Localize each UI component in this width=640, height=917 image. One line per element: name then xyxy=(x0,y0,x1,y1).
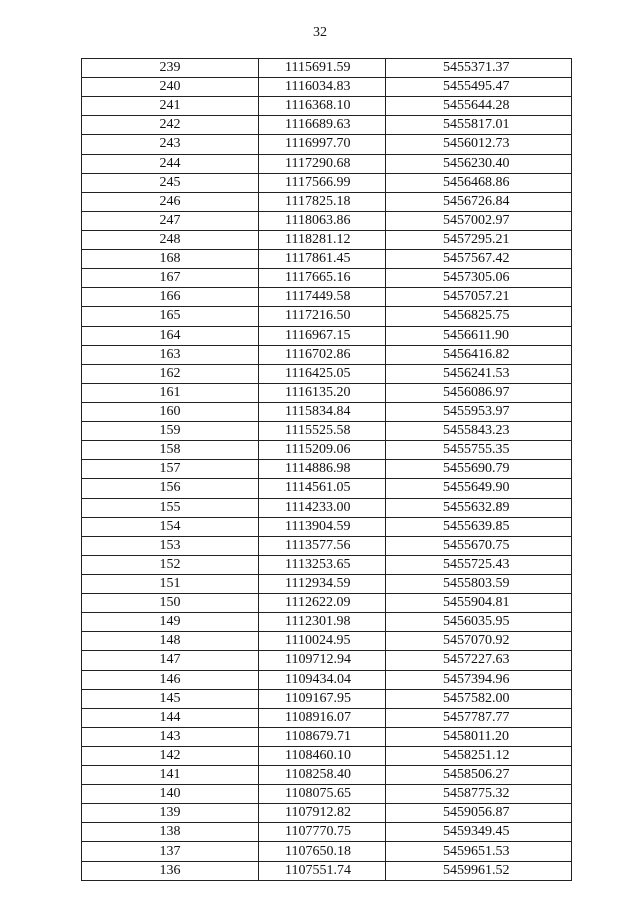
x-coordinate-cell: 1109167.95 xyxy=(259,689,386,708)
y-coordinate-cell: 5456611.90 xyxy=(386,326,572,345)
y-coordinate-cell: 5458506.27 xyxy=(386,766,572,785)
y-coordinate-cell: 5455803.59 xyxy=(386,574,572,593)
y-coordinate-cell: 5457394.96 xyxy=(386,670,572,689)
point-number-cell: 164 xyxy=(82,326,259,345)
x-coordinate-cell: 1118281.12 xyxy=(259,230,386,249)
table-row xyxy=(82,250,572,269)
point-number-cell: 243 xyxy=(82,135,259,154)
y-coordinate-cell: 5455495.47 xyxy=(386,78,572,97)
y-coordinate-cell: 5455670.75 xyxy=(386,536,572,555)
table-row xyxy=(82,230,572,249)
x-coordinate-cell: 1117665.16 xyxy=(259,269,386,288)
point-number-cell: 141 xyxy=(82,766,259,785)
y-coordinate-cell: 5458011.20 xyxy=(386,727,572,746)
point-number-cell: 157 xyxy=(82,460,259,479)
point-number-cell: 136 xyxy=(82,861,259,880)
x-coordinate-cell: 1114561.05 xyxy=(259,479,386,498)
point-number-cell: 244 xyxy=(82,154,259,173)
table-row xyxy=(82,173,572,192)
x-coordinate-cell: 1113904.59 xyxy=(259,517,386,536)
x-coordinate-cell: 1108075.65 xyxy=(259,785,386,804)
x-coordinate-cell: 1114886.98 xyxy=(259,460,386,479)
x-coordinate-cell: 1117449.58 xyxy=(259,288,386,307)
x-coordinate-cell: 1108460.10 xyxy=(259,746,386,765)
table-row xyxy=(82,766,572,785)
point-number-cell: 149 xyxy=(82,613,259,632)
x-coordinate-cell: 1108679.71 xyxy=(259,727,386,746)
table-row xyxy=(82,708,572,727)
point-number-cell: 161 xyxy=(82,383,259,402)
y-coordinate-cell: 5455371.37 xyxy=(386,59,572,78)
coordinates-table xyxy=(81,58,572,881)
table-row xyxy=(82,785,572,804)
table-row xyxy=(82,689,572,708)
point-number-cell: 147 xyxy=(82,651,259,670)
table-row xyxy=(82,670,572,689)
point-number-cell: 150 xyxy=(82,594,259,613)
y-coordinate-cell: 5457567.42 xyxy=(386,250,572,269)
table-row xyxy=(82,307,572,326)
y-coordinate-cell: 5457002.97 xyxy=(386,211,572,230)
x-coordinate-cell: 1107770.75 xyxy=(259,823,386,842)
table-row xyxy=(82,326,572,345)
point-number-cell: 145 xyxy=(82,689,259,708)
point-number-cell: 245 xyxy=(82,173,259,192)
coordinates-table-body xyxy=(82,59,572,881)
x-coordinate-cell: 1115834.84 xyxy=(259,402,386,421)
y-coordinate-cell: 5457070.92 xyxy=(386,632,572,651)
x-coordinate-cell: 1114233.00 xyxy=(259,498,386,517)
x-coordinate-cell: 1109434.04 xyxy=(259,670,386,689)
point-number-cell: 154 xyxy=(82,517,259,536)
table-row xyxy=(82,517,572,536)
table-row xyxy=(82,613,572,632)
point-number-cell: 155 xyxy=(82,498,259,517)
y-coordinate-cell: 5455690.79 xyxy=(386,460,572,479)
point-number-cell: 242 xyxy=(82,116,259,135)
y-coordinate-cell: 5455953.97 xyxy=(386,402,572,421)
table-row xyxy=(82,460,572,479)
table-row xyxy=(82,632,572,651)
x-coordinate-cell: 1115691.59 xyxy=(259,59,386,78)
x-coordinate-cell: 1110024.95 xyxy=(259,632,386,651)
x-coordinate-cell: 1108916.07 xyxy=(259,708,386,727)
point-number-cell: 151 xyxy=(82,574,259,593)
table-row xyxy=(82,154,572,173)
y-coordinate-cell: 5456241.53 xyxy=(386,364,572,383)
point-number-cell: 239 xyxy=(82,59,259,78)
table-row xyxy=(82,536,572,555)
point-number-cell: 137 xyxy=(82,842,259,861)
table-row xyxy=(82,823,572,842)
point-number-cell: 142 xyxy=(82,746,259,765)
y-coordinate-cell: 5457582.00 xyxy=(386,689,572,708)
point-number-cell: 163 xyxy=(82,345,259,364)
point-number-cell: 153 xyxy=(82,536,259,555)
table-row xyxy=(82,555,572,574)
y-coordinate-cell: 5455725.43 xyxy=(386,555,572,574)
table-row xyxy=(82,364,572,383)
x-coordinate-cell: 1112934.59 xyxy=(259,574,386,593)
y-coordinate-cell: 5457057.21 xyxy=(386,288,572,307)
point-number-cell: 240 xyxy=(82,78,259,97)
y-coordinate-cell: 5456416.82 xyxy=(386,345,572,364)
point-number-cell: 166 xyxy=(82,288,259,307)
y-coordinate-cell: 5455843.23 xyxy=(386,422,572,441)
table-row xyxy=(82,402,572,421)
point-number-cell: 146 xyxy=(82,670,259,689)
table-row xyxy=(82,78,572,97)
y-coordinate-cell: 5455755.35 xyxy=(386,441,572,460)
x-coordinate-cell: 1116967.15 xyxy=(259,326,386,345)
x-coordinate-cell: 1116702.86 xyxy=(259,345,386,364)
table-row xyxy=(82,97,572,116)
y-coordinate-cell: 5456230.40 xyxy=(386,154,572,173)
point-number-cell: 248 xyxy=(82,230,259,249)
y-coordinate-cell: 5459056.87 xyxy=(386,804,572,823)
table-row xyxy=(82,594,572,613)
x-coordinate-cell: 1116997.70 xyxy=(259,135,386,154)
y-coordinate-cell: 5455817.01 xyxy=(386,116,572,135)
table-row xyxy=(82,345,572,364)
point-number-cell: 143 xyxy=(82,727,259,746)
point-number-cell: 140 xyxy=(82,785,259,804)
point-number-cell: 247 xyxy=(82,211,259,230)
point-number-cell: 158 xyxy=(82,441,259,460)
point-number-cell: 167 xyxy=(82,269,259,288)
point-number-cell: 144 xyxy=(82,708,259,727)
y-coordinate-cell: 5459349.45 xyxy=(386,823,572,842)
x-coordinate-cell: 1116425.05 xyxy=(259,364,386,383)
table-row xyxy=(82,804,572,823)
y-coordinate-cell: 5456726.84 xyxy=(386,192,572,211)
y-coordinate-cell: 5456086.97 xyxy=(386,383,572,402)
point-number-cell: 241 xyxy=(82,97,259,116)
y-coordinate-cell: 5455644.28 xyxy=(386,97,572,116)
x-coordinate-cell: 1112301.98 xyxy=(259,613,386,632)
x-coordinate-cell: 1107650.18 xyxy=(259,842,386,861)
table-row xyxy=(82,479,572,498)
y-coordinate-cell: 5458775.32 xyxy=(386,785,572,804)
x-coordinate-cell: 1117216.50 xyxy=(259,307,386,326)
point-number-cell: 168 xyxy=(82,250,259,269)
x-coordinate-cell: 1116368.10 xyxy=(259,97,386,116)
point-number-cell: 156 xyxy=(82,479,259,498)
y-coordinate-cell: 5455904.81 xyxy=(386,594,572,613)
table-row xyxy=(82,842,572,861)
table-row xyxy=(82,422,572,441)
y-coordinate-cell: 5456012.73 xyxy=(386,135,572,154)
x-coordinate-cell: 1107551.74 xyxy=(259,861,386,880)
table-row xyxy=(82,135,572,154)
table-row xyxy=(82,498,572,517)
table-row xyxy=(82,651,572,670)
point-number-cell: 159 xyxy=(82,422,259,441)
y-coordinate-cell: 5458251.12 xyxy=(386,746,572,765)
point-number-cell: 246 xyxy=(82,192,259,211)
table-row xyxy=(82,574,572,593)
point-number-cell: 152 xyxy=(82,555,259,574)
point-number-cell: 139 xyxy=(82,804,259,823)
point-number-cell: 160 xyxy=(82,402,259,421)
x-coordinate-cell: 1116135.20 xyxy=(259,383,386,402)
table-row xyxy=(82,59,572,78)
point-number-cell: 148 xyxy=(82,632,259,651)
x-coordinate-cell: 1113253.65 xyxy=(259,555,386,574)
table-row xyxy=(82,269,572,288)
y-coordinate-cell: 5457787.77 xyxy=(386,708,572,727)
point-number-cell: 138 xyxy=(82,823,259,842)
x-coordinate-cell: 1115209.06 xyxy=(259,441,386,460)
x-coordinate-cell: 1117290.68 xyxy=(259,154,386,173)
y-coordinate-cell: 5457227.63 xyxy=(386,651,572,670)
table-row xyxy=(82,746,572,765)
y-coordinate-cell: 5459961.52 xyxy=(386,861,572,880)
y-coordinate-cell: 5455649.90 xyxy=(386,479,572,498)
table-row xyxy=(82,383,572,402)
y-coordinate-cell: 5455632.89 xyxy=(386,498,572,517)
x-coordinate-cell: 1109712.94 xyxy=(259,651,386,670)
x-coordinate-cell: 1115525.58 xyxy=(259,422,386,441)
table-row xyxy=(82,288,572,307)
x-coordinate-cell: 1117566.99 xyxy=(259,173,386,192)
point-number-cell: 162 xyxy=(82,364,259,383)
x-coordinate-cell: 1116689.63 xyxy=(259,116,386,135)
x-coordinate-cell: 1117861.45 xyxy=(259,250,386,269)
page-number: 32 xyxy=(313,25,327,40)
y-coordinate-cell: 5456468.86 xyxy=(386,173,572,192)
table-row xyxy=(82,192,572,211)
x-coordinate-cell: 1113577.56 xyxy=(259,536,386,555)
x-coordinate-cell: 1112622.09 xyxy=(259,594,386,613)
y-coordinate-cell: 5456035.95 xyxy=(386,613,572,632)
x-coordinate-cell: 1108258.40 xyxy=(259,766,386,785)
x-coordinate-cell: 1118063.86 xyxy=(259,211,386,230)
x-coordinate-cell: 1116034.83 xyxy=(259,78,386,97)
y-coordinate-cell: 5456825.75 xyxy=(386,307,572,326)
point-number-cell: 165 xyxy=(82,307,259,326)
y-coordinate-cell: 5457305.06 xyxy=(386,269,572,288)
table-row xyxy=(82,211,572,230)
table-row xyxy=(82,861,572,880)
y-coordinate-cell: 5455639.85 xyxy=(386,517,572,536)
table-row xyxy=(82,441,572,460)
table-row xyxy=(82,727,572,746)
x-coordinate-cell: 1107912.82 xyxy=(259,804,386,823)
table-row xyxy=(82,116,572,135)
y-coordinate-cell: 5457295.21 xyxy=(386,230,572,249)
x-coordinate-cell: 1117825.18 xyxy=(259,192,386,211)
y-coordinate-cell: 5459651.53 xyxy=(386,842,572,861)
